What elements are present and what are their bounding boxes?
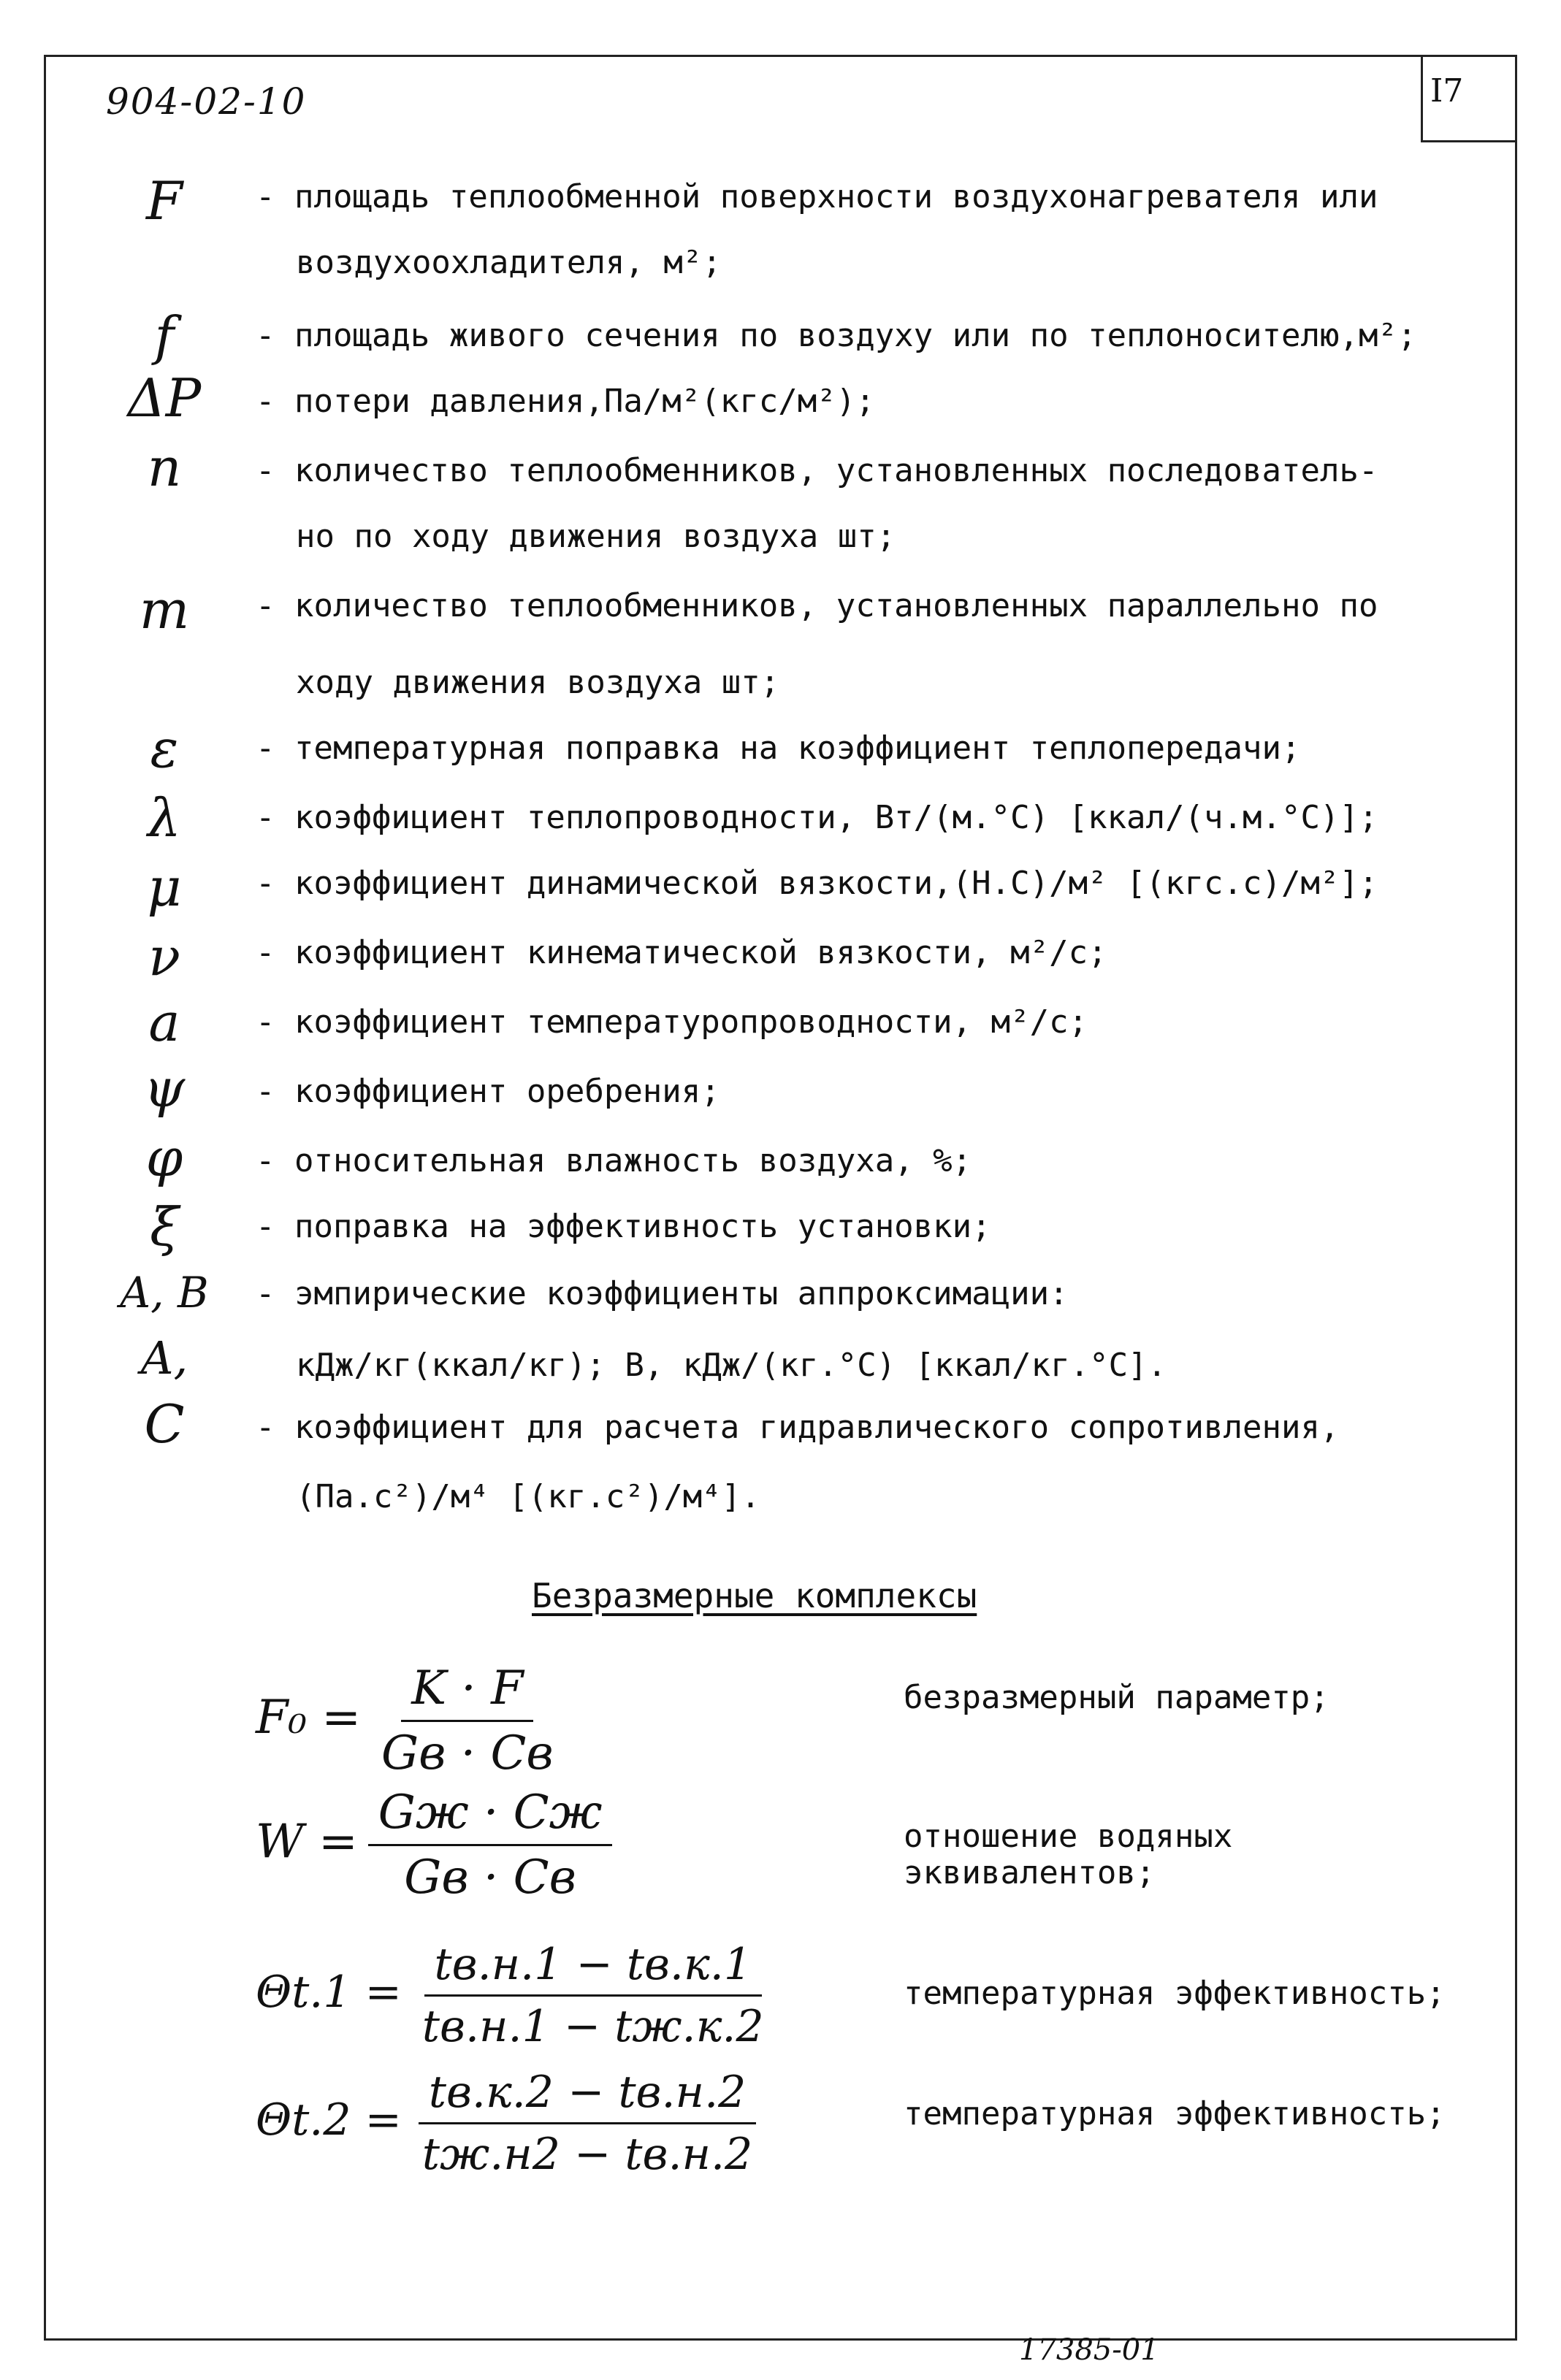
formula-lhs: W = bbox=[256, 1815, 358, 1869]
definition-line: но по ходу движения воздуха шт; bbox=[296, 518, 896, 555]
definition-line: - количество теплообменников, установленных параллельно по bbox=[256, 587, 1378, 624]
symbol-psi: ψ bbox=[143, 1057, 186, 1119]
definition-line: - поправка на эффективность установки; bbox=[256, 1208, 991, 1245]
page-number: I7 bbox=[1421, 55, 1517, 142]
definition-line: - эмпирические коэффициенты аппроксимации: bbox=[256, 1275, 1069, 1312]
symbol-nu: ν bbox=[148, 926, 180, 987]
definition-line: - коэффициент температуропроводности, м²/с; bbox=[256, 1003, 1088, 1041]
formula-denominator: tв.н.1 − tж.к.2 bbox=[421, 2001, 764, 2052]
definition-line: ходу движения воздуха шт; bbox=[296, 664, 780, 701]
definition-line: - относительная влажность воздуха, %; bbox=[256, 1142, 972, 1179]
formula-denominator: Gв · Cв bbox=[381, 1726, 554, 1780]
formula-description: температурная эффективность; bbox=[904, 2095, 1446, 2132]
symbol-delta-p: ΔP bbox=[127, 367, 202, 429]
section-heading: Безразмерные комплексы bbox=[532, 1576, 977, 1615]
formula-lhs: Θt.2 = bbox=[256, 2094, 402, 2146]
formula-numerator: tв.к.2 − tв.н.2 bbox=[419, 2067, 756, 2124]
definition-line: - коэффициент для расчета гидравлического сопротивления, bbox=[256, 1409, 1340, 1446]
symbol-lambda: λ bbox=[148, 787, 181, 849]
definition-line: - количество теплообменников, установленных последователь- bbox=[256, 452, 1378, 489]
symbol-n: n bbox=[147, 437, 182, 498]
formula-theta-2 bbox=[256, 2067, 763, 2180]
symbol-a: a bbox=[148, 992, 180, 1053]
formula-description: температурная эффективность; bbox=[904, 1975, 1446, 2012]
formula-numerator: K · F bbox=[401, 1661, 533, 1722]
formula-lhs: Θt.1 = bbox=[256, 1967, 402, 2019]
definition-line: - коэффициент кинематической вязкости, м²/с; bbox=[256, 934, 1107, 971]
formula-description: безразмерный параметр; bbox=[904, 1679, 1329, 1716]
definition-line: (Па.с²)/м⁴ [(кг.с²)/м⁴]. bbox=[296, 1478, 760, 1515]
definition-line: кДж/кг(ккал/кг); В, кДж/(кг.°С) [ккал/кг.°С]. bbox=[296, 1347, 1167, 1384]
symbol-c: C bbox=[144, 1393, 185, 1455]
formula-fo bbox=[256, 1661, 564, 1780]
definition-line: - температурная поправка на коэффициент теплопередачи; bbox=[256, 730, 1301, 767]
formula-description: отношение водяных bbox=[904, 1818, 1233, 1855]
symbol-phi: φ bbox=[145, 1127, 183, 1188]
formula-denominator: tж.н2 − tв.н.2 bbox=[421, 2129, 753, 2180]
formula-numerator: tв.н.1 − tв.к.1 bbox=[424, 1939, 762, 1997]
formula-w bbox=[256, 1786, 612, 1905]
definition-line: - площадь живого сечения по воздуху или по теплоносителю,м²; bbox=[256, 317, 1417, 354]
definition-line: - коэффициент оребрения; bbox=[256, 1073, 720, 1110]
formula-denominator: Gв · Cв bbox=[404, 1851, 576, 1905]
definition-line: воздухоохладителя, м²; bbox=[296, 244, 722, 281]
symbol-epsilon: ε bbox=[150, 718, 179, 779]
definition-line: - коэффициент динамической вязкости,(Н.С)/м² [(кгс.с)/м²]; bbox=[256, 865, 1378, 902]
formula-theta-1 bbox=[256, 1939, 774, 2052]
definition-line: - коэффициент теплопроводности, Вт/(м.°С) [ккал/(ч.м.°С)]; bbox=[256, 799, 1378, 836]
symbol-f: f bbox=[154, 305, 175, 367]
formula-lhs: F₀ = bbox=[256, 1691, 362, 1745]
symbol-xi: ξ bbox=[150, 1196, 179, 1258]
symbol-mu: μ bbox=[147, 857, 182, 918]
symbol-a-comma: A, bbox=[140, 1331, 188, 1385]
definition-line: - площадь теплообменной поверхности воздухонагревателя или bbox=[256, 178, 1378, 215]
formula-numerator: Gж · Cж bbox=[368, 1786, 613, 1846]
sheet-code: 17385-01 bbox=[1019, 2333, 1159, 2367]
symbol-m: m bbox=[139, 579, 190, 640]
symbol-F: F bbox=[146, 170, 183, 232]
document-code: 904-02-10 bbox=[106, 80, 307, 123]
symbol-a-b: A, B bbox=[120, 1268, 209, 1317]
formula-description: эквивалентов; bbox=[904, 1854, 1156, 1891]
definition-line: - потери давления,Па/м²(кгс/м²); bbox=[256, 383, 875, 420]
